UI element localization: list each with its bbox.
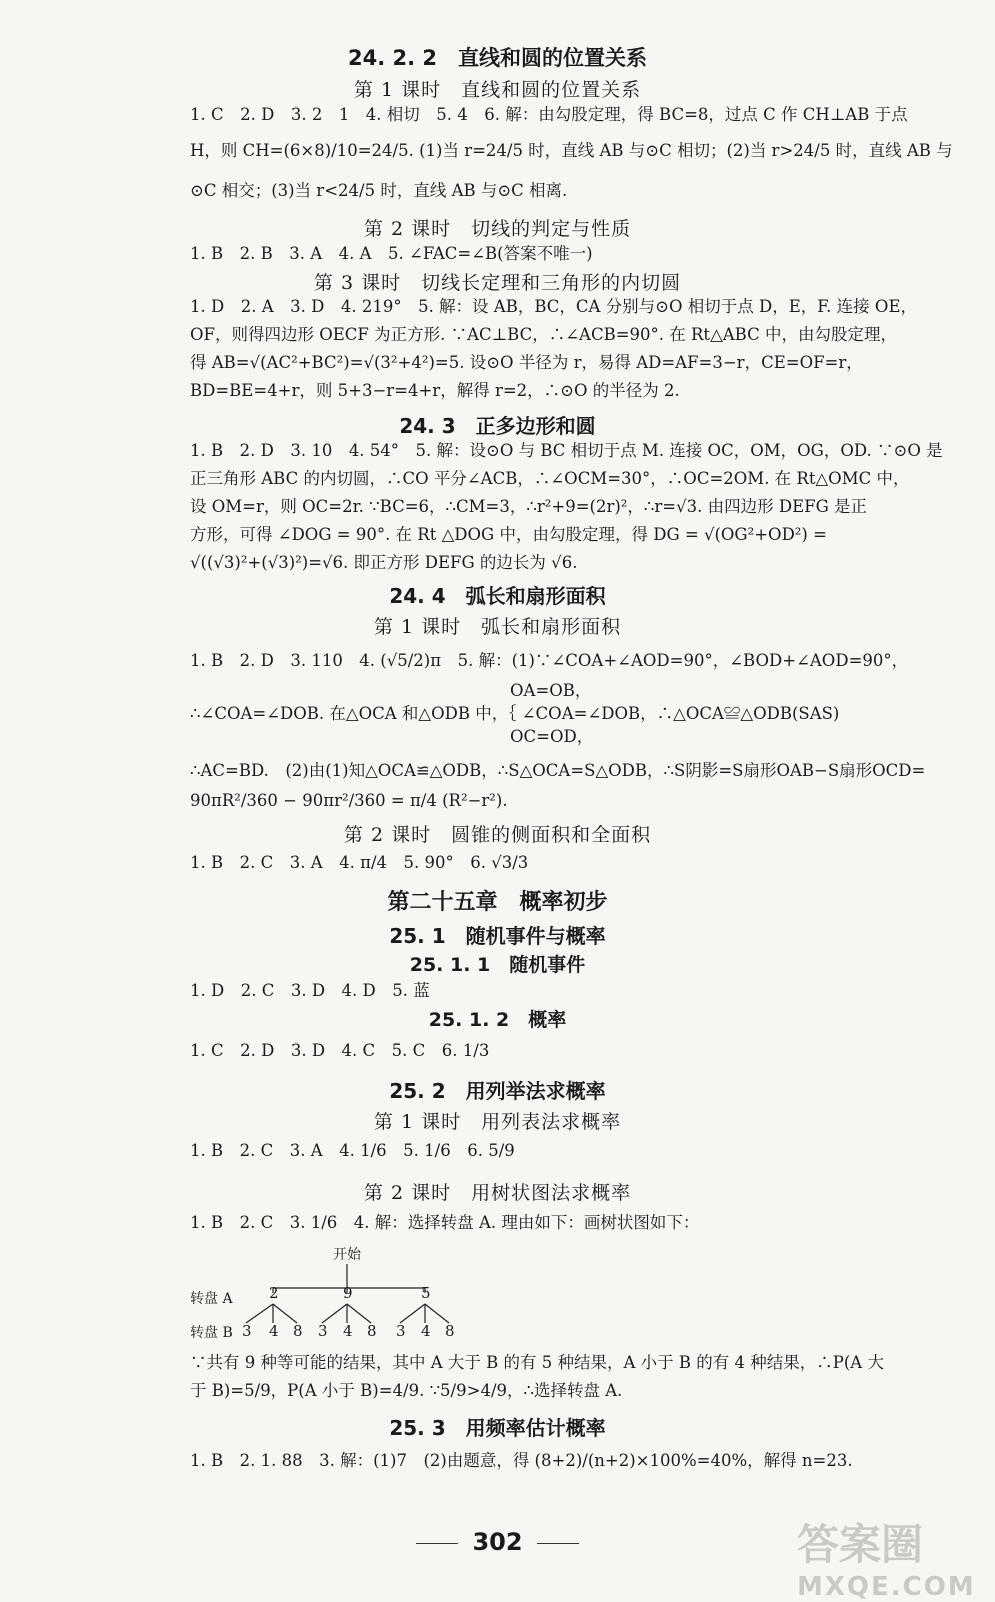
tree-level-b-label: 转盘 B [190,1325,233,1341]
tree-node-b: 8 [445,1322,455,1340]
watermark-line2: MXQE.COM [797,1572,976,1602]
answer-line: 1. B 2. D 3. 110 4. (√5/2)π 5. 解：(1)∵∠COA+∠AOD=90°，∠BOD+∠AOD=90°， [190,651,909,670]
tree-node-a: 9 [343,1284,353,1302]
answer-line: ∴AC=BD. (2)由(1)知△OCA≌△ODB，∴S△OCA=S△ODB，∴S阴影=S扇形OAB−S扇形OCD= [190,761,926,780]
answer-line: 1. C 2. D 3. D 4. C 5. C 6. 1/3 [190,1041,490,1060]
answer-line: OC=OD， [510,727,594,746]
section-heading: 25. 3 用频率估计概率 [389,1416,606,1440]
answer-line: 90πR²/360 − 90πr²/360 = π/4 (R²−r²). [190,791,508,810]
answer-line: H，则 CH=(6×8)/10=24/5. (1)当 r=24/5 时，直线 AB 与⊙C 相切；(2)当 r>24/5 时，直线 AB 与 [190,141,953,160]
tree-node-b: 8 [367,1322,377,1340]
answer-line: BD=BE=4+r，则 5+3−r=4+r，解得 r=2，∴⊙O 的半径为 2. [190,381,680,400]
answer-line: 方形，可得 ∠DOG = 90°. 在 Rt △DOG 中，由勾股定理，得 DG = √(OG²+OD²) = [190,525,827,544]
answer-line: OF，则得四边形 OECF 为正方形. ∵AC⊥BC，∴∠ACB=90°. 在 Rt△ABC 中，由勾股定理， [190,325,897,344]
section-heading: 25. 2 用列举法求概率 [389,1079,606,1103]
section-heading: 25. 1 随机事件与概率 [389,924,606,948]
answer-line: 1. B 2. 1. 88 3. 解：(1)7 (2)由题意，得 (8+2)/(n+2)×100%=40%，解得 n=23. [190,1451,853,1470]
page-number-text: 302 [472,1528,523,1556]
tree-root-label: 开始 [333,1247,361,1263]
answer-line: 1. B 2. D 3. 10 4. 54° 5. 解：设⊙O 与 BC 相切于点 M. 连接 OC，OM，OG，OD. ∵⊙O 是 [190,441,943,460]
answer-line: ⊙C 相交；(3)当 r<24/5 时，直线 AB 与⊙C 相离. [190,181,568,200]
tree-node-b: 4 [421,1322,431,1340]
answer-line: 于 B)=5/9，P(A 小于 B)=4/9. ∵5/9>4/9，∴选择转盘 A. [190,1381,623,1400]
page-number-dash-right [537,1543,579,1544]
section-heading: 24. 4 弧长和扇形面积 [389,584,606,608]
subsection-heading: 第 1 课时 用列表法求概率 [373,1111,622,1133]
tree-node-b: 3 [396,1322,406,1340]
answer-line: OA=OB， [510,681,592,700]
section-heading: 25. 1. 2 概率 [428,1009,567,1031]
answer-line: 1. B 2. C 3. A 4. 1/6 5. 1/6 6. 5/9 [190,1141,515,1160]
answer-line: 1. B 2. B 3. A 4. A 5. ∠FAC=∠B(答案不唯一) [190,244,593,263]
answer-line: 1. D 2. C 3. D 4. D 5. 蓝 [190,981,430,1000]
tree-node-a: 5 [421,1284,431,1302]
answer-line: ∴∠COA=∠DOB. 在△OCA 和△ODB 中，｛ ∠COA=∠DOB，∴△OCA≌△ODB(SAS) [190,704,840,723]
subsection-heading: 第 2 课时 用树状图法求概率 [363,1182,632,1204]
tree-node-b: 3 [242,1322,252,1340]
tree-node-b: 3 [318,1322,328,1340]
section-heading: 25. 1. 1 随机事件 [409,954,586,976]
subsection-heading: 第 2 课时 切线的判定与性质 [363,218,632,240]
answer-line: 1. C 2. D 3. 2 1 4. 相切 5. 4 6. 解：由勾股定理，得 BC=8，过点 C 作 CH⊥AB 于点 [190,105,908,124]
tree-node-a: 2 [269,1284,279,1302]
tree-node-b: 8 [293,1322,303,1340]
subsection-heading: 第 1 课时 直线和圆的位置关系 [353,79,642,101]
tree-node-b: 4 [269,1322,279,1340]
section-heading: 24. 2. 2 直线和圆的位置关系 [347,46,648,70]
answer-line: 1. D 2. A 3. D 4. 219° 5. 解：设 AB，BC，CA 分别与⊙O 相切于点 D，E，F. 连接 OE， [190,297,917,316]
answer-line: 1. B 2. C 3. A 4. π/4 5. 90° 6. √3/3 [190,853,529,872]
answer-line: 1. B 2. C 3. 1/6 4. 解：选择转盘 A. 理由如下：画树状图如下： [190,1213,700,1232]
section-heading: 24. 3 正多边形和圆 [399,414,596,438]
tree-node-b: 4 [343,1322,353,1340]
subsection-heading: 第 3 课时 切线长定理和三角形的内切圆 [313,272,682,294]
subsection-heading: 第 2 课时 圆锥的侧面积和全面积 [343,824,652,846]
answer-line: 得 AB=√(AC²+BC²)=√(3²+4²)=5. 设⊙O 半径为 r，易得 AD=AF=3−r，CE=OF=r， [190,353,863,372]
answer-line: √((√3)²+(√3)²)=√6. 即正方形 DEFG 的边长为 √6. [190,553,578,572]
chapter-heading: 第二十五章 概率初步 [387,890,608,915]
watermark-logo [797,1512,987,1602]
subsection-heading: 第 1 课时 弧长和扇形面积 [373,616,622,638]
page-number-dash-left [416,1543,458,1544]
watermark-line1: 答案圈 [797,1520,924,1569]
answer-line: ∵共有 9 种等可能的结果，其中 A 大于 B 的有 5 种结果，A 小于 B 的有 4 种结果，∴P(A 大 [190,1353,884,1372]
answer-line: 正三角形 ABC 的内切圆，∴CO 平分∠ACB，∴∠OCM=30°，∴OC=2OM. 在 Rt△OMC 中， [190,469,910,488]
answer-line: 设 OM=r，则 OC=2r. ∵BC=6，∴CM=3，∴r²+9=(2r)²，∴r=√3. 由四边形 DEFG 是正 [190,497,868,516]
tree-level-a-label: 转盘 A [190,1291,233,1307]
